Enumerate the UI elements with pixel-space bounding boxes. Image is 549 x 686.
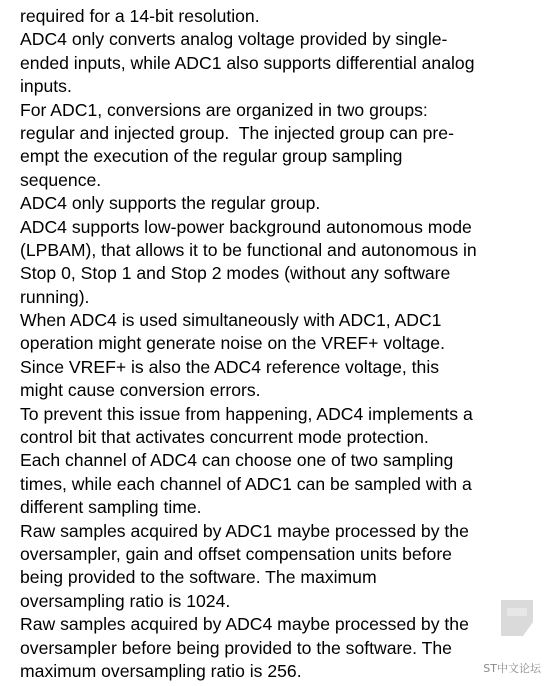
text-line: Stop 0, Stop 1 and Stop 2 modes (without any software	[20, 263, 451, 284]
text-line: required for a 14-bit resolution.	[20, 6, 260, 26]
text-line: ended inputs, while ADC1 also supports differential analog	[20, 52, 475, 73]
text-line: To prevent this issue from happening, ADC4 implements a	[20, 403, 473, 424]
text-line: operation might generate noise on the VREF+ voltage.	[20, 333, 445, 354]
text-line: maximum oversampling ratio is 256.	[20, 660, 302, 681]
document-body	[20, 5, 545, 683]
text-line: being provided to the software. The maximum	[20, 567, 377, 588]
text-line: might cause conversion errors.	[20, 380, 261, 401]
text-line: regular and injected group. The injected group can pre-	[20, 122, 454, 143]
text-line: Raw samples acquired by ADC4 maybe processed by the	[20, 614, 469, 635]
text-line: Since VREF+ is also the ADC4 reference voltage, this	[20, 356, 440, 377]
text-line: ADC4 only supports the regular group.	[20, 193, 321, 214]
text-line: times, while each channel of ADC1 can be sampled with a	[20, 473, 472, 494]
text-line: Raw samples acquired by ADC1 maybe processed by the	[20, 520, 469, 541]
text-line: running).	[20, 286, 90, 307]
text-line: ADC4 supports low-power background autonomous mode	[20, 216, 472, 237]
text-line: When ADC4 is used simultaneously with ADC1, ADC1	[20, 310, 442, 331]
text-line: oversampling ratio is 1024.	[20, 590, 231, 611]
text-line: (LPBAM), that allows it to be functional and autonomous in	[20, 239, 477, 260]
text-line: oversampler, gain and offset compensation units before	[20, 543, 452, 564]
st-logo-icon	[493, 596, 537, 640]
watermark	[471, 596, 543, 680]
text-line: control bit that activates concurrent mode protection.	[20, 427, 429, 448]
text-line: empt the execution of the regular group sampling	[20, 146, 403, 167]
text-line: different sampling time.	[20, 497, 202, 518]
text-line: sequence.	[20, 169, 102, 190]
text-line: inputs.	[20, 76, 72, 97]
text-line: ADC4 only converts analog voltage provided by single-	[20, 29, 448, 50]
text-line: oversampler before being provided to the software. The	[20, 637, 452, 658]
text-line: Each channel of ADC4 can choose one of two sampling	[20, 450, 454, 471]
watermark-label: ST中文论坛	[483, 662, 541, 675]
text-line: For ADC1, conversions are organized in two groups:	[20, 99, 428, 120]
